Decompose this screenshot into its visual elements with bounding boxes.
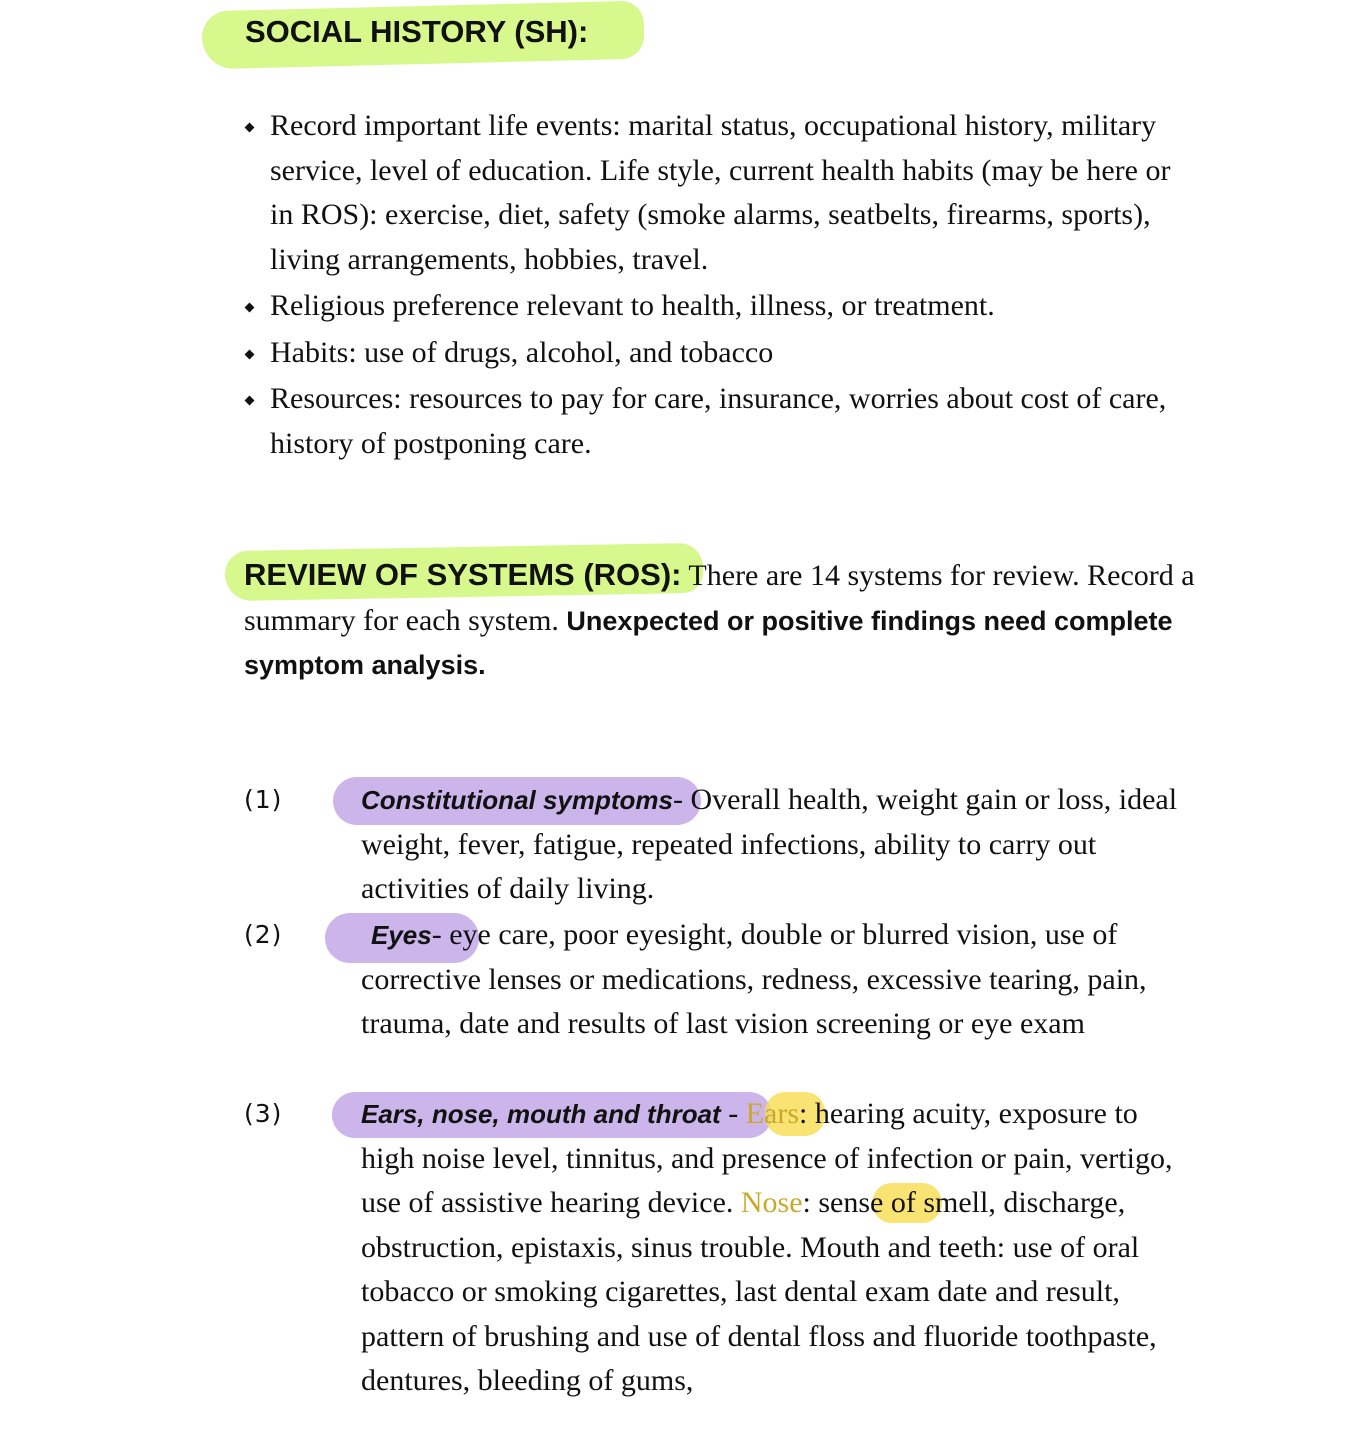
- system-number: (3): [244, 1099, 283, 1128]
- list-item: [244, 104, 1184, 282]
- bullet-icon: [245, 123, 255, 133]
- system-term: Eyes: [371, 920, 432, 950]
- bullet-text: Resources: resources to pay for care, insurance, worries about cost of care, history of postponing care.: [270, 382, 1167, 460]
- system-dash: -: [431, 918, 450, 951]
- bullet-icon: [245, 349, 255, 359]
- system-text: eye care, poor eyesight, double or blurred vision, use of corrective lenses or medications, redness, excessive tearing, pain, trauma, date and results of last vision screening or eye exam: [361, 918, 1147, 1040]
- ears-text: : hearing acuity, exposure to high noise level, tinnitus, and presence of infection or pain, vertigo, use of assistive hearing device.: [361, 1097, 1173, 1219]
- system-dash: -: [673, 783, 691, 816]
- ears-label: Ears: [745, 1097, 800, 1130]
- system-number: (2): [244, 920, 283, 949]
- nose-label: Nose: [740, 1186, 803, 1219]
- system-text: Overall health, weight gain or loss, ideal weight, fever, fatigue, repeated infections, ability to carry out activities of daily living.: [361, 783, 1178, 905]
- ros-paragraph: [244, 553, 1204, 688]
- sh-heading: SOCIAL HISTORY (SH):: [245, 14, 589, 49]
- system-body: [361, 778, 1181, 912]
- nose-text: : sense of smell, discharge, obstruction, epistaxis, sinus trouble. Mouth and teeth: use of oral tobacco or smoking cigarettes, last dental exam date and result, pattern of brushing and use of dental floss and fluoride toothpaste, dentures, bleeding of gums,: [361, 1186, 1157, 1397]
- list-item: [244, 331, 1184, 376]
- bullet-text: Record important life events: marital status, occupational history, military service, level of education. Life style, current health habits (may be here or in ROS): exercise, diet, safety (smoke alarms, seatbelts, firearms, sports), living arrangements, hobbies, travel.: [270, 109, 1171, 276]
- list-item: [244, 377, 1184, 466]
- bullet-icon: [245, 303, 255, 313]
- list-item: [244, 284, 1184, 329]
- system-term: Constitutional symptoms: [361, 785, 674, 815]
- system-dash: -: [720, 1097, 746, 1130]
- ros-bold-note: Unexpected or positive findings need complete symptom analysis.: [244, 605, 1173, 680]
- system-number: (1): [244, 785, 283, 814]
- bullet-icon: [245, 396, 255, 406]
- bullet-text: Religious preference relevant to health, illness, or treatment.: [270, 289, 995, 322]
- bullet-text: Habits: use of drugs, alcohol, and tobacco: [270, 335, 774, 369]
- sh-bullet-list: [244, 104, 1184, 468]
- ros-heading: REVIEW OF SYSTEMS (ROS):: [244, 557, 682, 592]
- system-body: [361, 913, 1181, 1047]
- system-term: Ears, nose, mouth and throat: [361, 1099, 721, 1129]
- ros-intro: There are 14 systems for review. Record a summary for each system.: [244, 559, 1195, 637]
- system-body: [361, 1092, 1181, 1404]
